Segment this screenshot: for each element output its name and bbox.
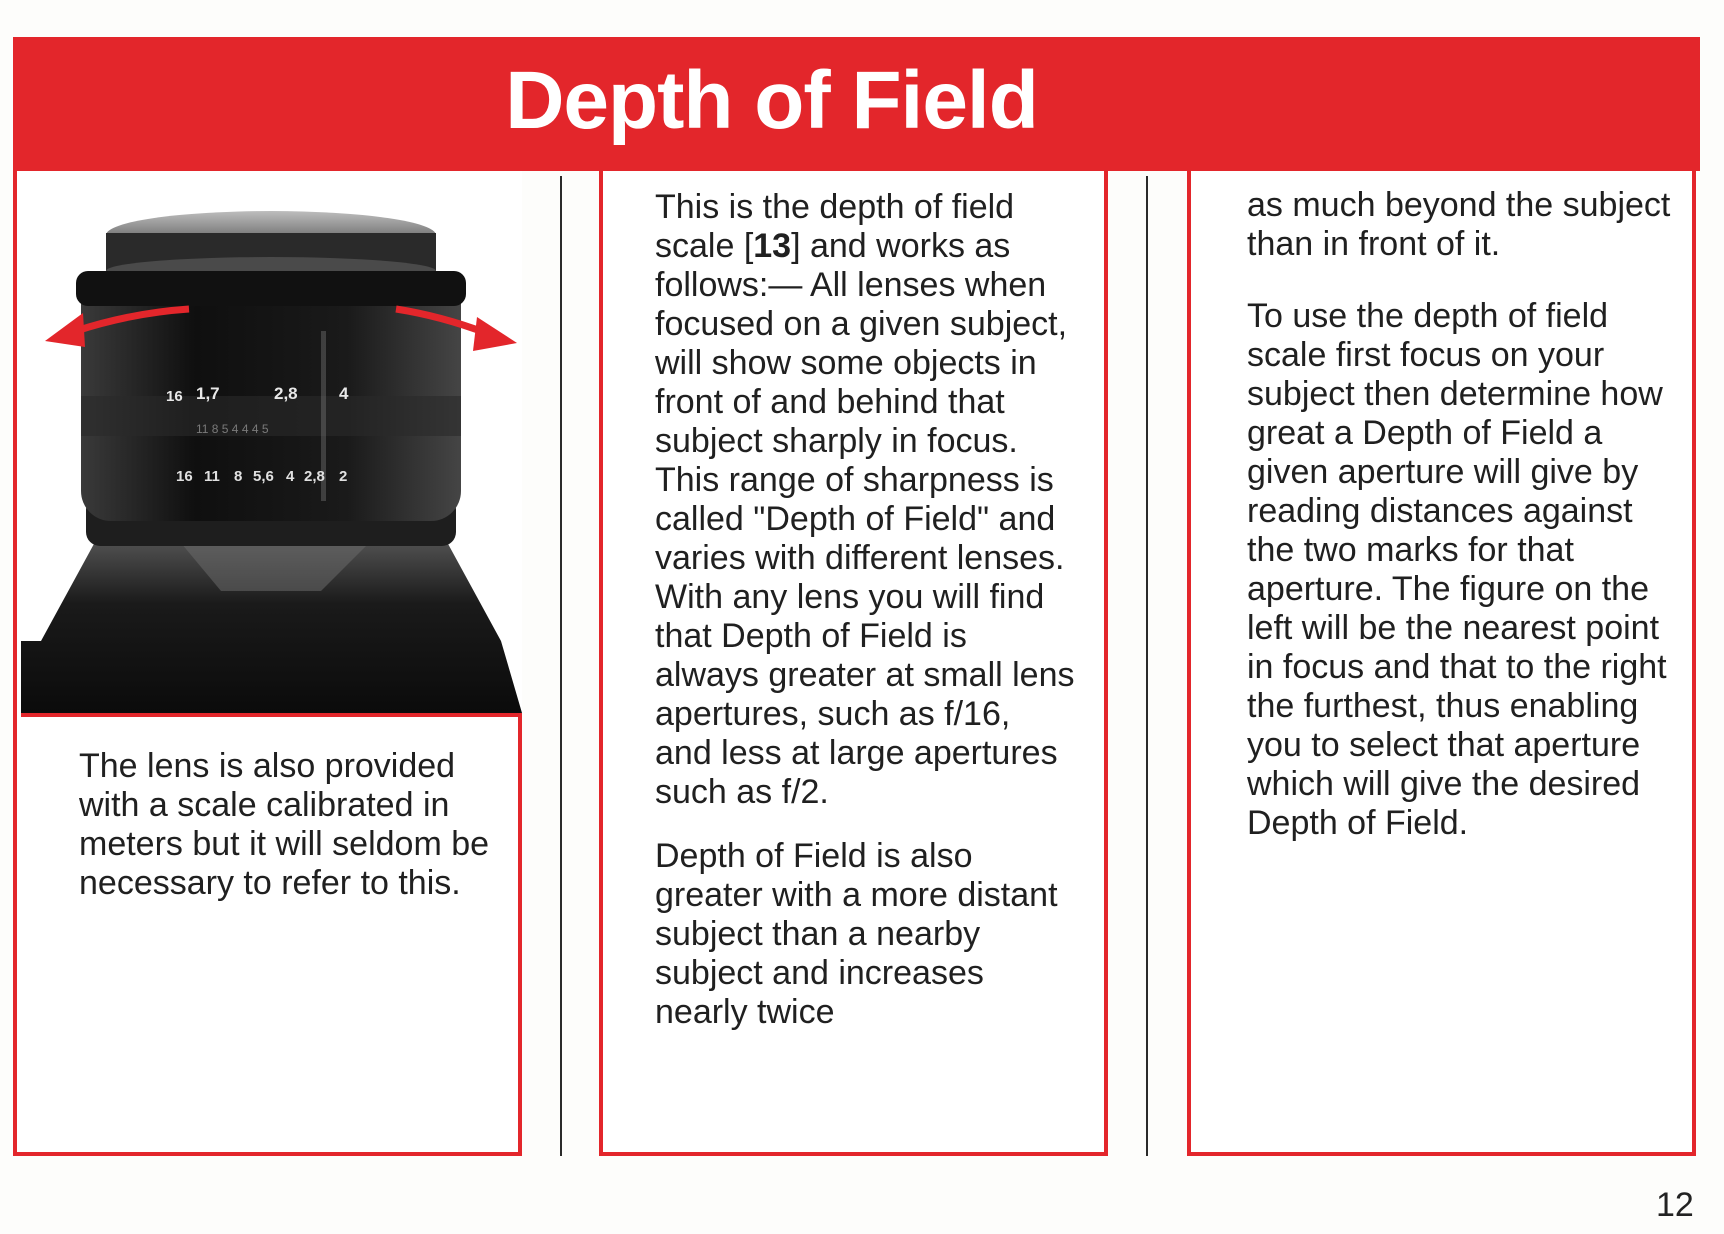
- text-span: This is the depth of field scale [: [655, 188, 1015, 265]
- reference-number: 13: [753, 227, 792, 265]
- page-number: 12: [1656, 1186, 1694, 1224]
- paragraph: as much beyond the subject than in front of it.: [1247, 186, 1671, 263]
- panel-lens-photo: [13, 171, 522, 1156]
- lens-illustration: [21, 171, 522, 713]
- explanation-text: [655, 188, 1075, 1057]
- scale-mark: 4: [286, 468, 295, 485]
- scale-mark: 16: [176, 468, 193, 485]
- scale-mark: 8: [234, 468, 243, 485]
- paragraph: Depth of Field is also greater with a more distant subject than a nearby subject and increases nearly twice: [655, 837, 1058, 1031]
- column-divider: [560, 176, 562, 1156]
- scale-mark: 1,7: [196, 384, 220, 403]
- scale-mark: 2: [339, 468, 348, 485]
- instructions-text: [1247, 186, 1677, 868]
- title-banner: [13, 37, 1700, 171]
- paragraph: [655, 188, 1075, 812]
- scale-mark: 2,8: [304, 468, 325, 485]
- scale-mark: 11: [204, 468, 220, 485]
- scale-mark: 2,8: [274, 384, 298, 403]
- text-span: ] and works as follows:— All lenses when focused on a given subject, will show some objects in front of and behind that subject sharply in focus. This range of sharpness is called "Depth of Field" and varies with different lenses. With any lens you will find that Depth of Field is always greater at small lens apertures, such as f/16, and less at large apertures such as f/2.: [655, 227, 1075, 811]
- column-divider: [1146, 176, 1148, 1156]
- svg-text:11 8 5 4 4 4 5: 11 8 5 4 4 4 5: [196, 422, 269, 436]
- paragraph: To use the depth of field scale first focus on your subject then determine how great a Depth of Field a given aperture will give by reading distances against the two marks for that aperture. The figure on the left will be the nearest point in focus and that to the right the furthest, thus enabling you to select that aperture which will give the desired Depth of Field.: [1247, 297, 1667, 842]
- scale-mark: 5,6: [253, 468, 274, 485]
- page-title: Depth of Field: [505, 55, 1038, 146]
- scale-mark: 16: [166, 388, 183, 405]
- panel-explanation: [599, 171, 1108, 1156]
- scale-mark: 4: [339, 384, 349, 403]
- lens-caption: The lens is also provided with a scale calibrated in meters but it will seldom be necessary to refer to this.: [79, 747, 490, 902]
- panel-instructions: [1187, 171, 1696, 1156]
- lens-photo: [21, 171, 522, 717]
